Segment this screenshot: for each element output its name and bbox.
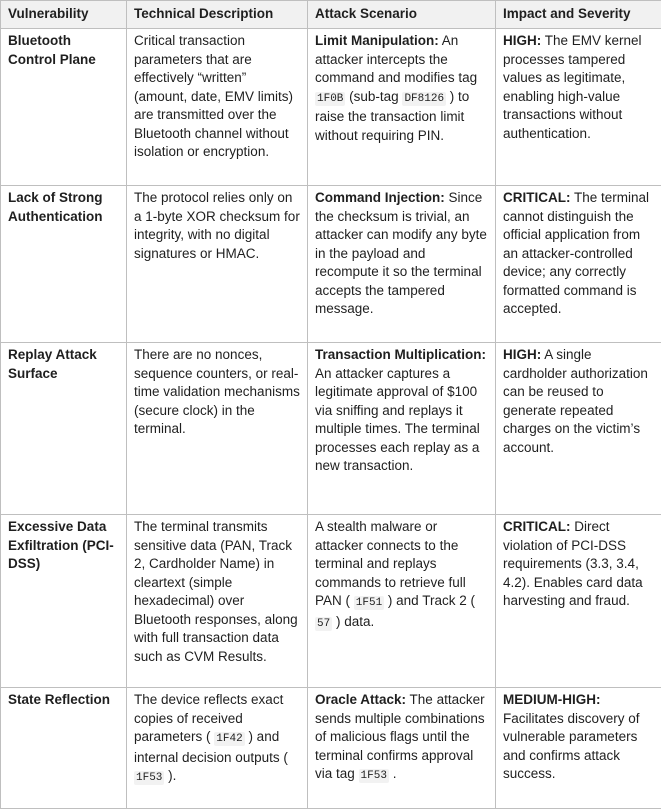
tag-code: 57 <box>317 617 331 630</box>
severity-level: MEDIUM-HIGH: <box>503 692 601 707</box>
tag-code: DF8126 <box>404 92 445 105</box>
impact-cell <box>496 186 661 343</box>
technical-cell: Critical transaction parameters that are effectively “written” (amount, date, EMV limits) are transmitted over the Bluetooth channel without isolation or encryption. <box>127 29 308 186</box>
header-technical-description: Technical Description <box>127 1 308 29</box>
attack-cell <box>308 515 496 688</box>
attack-text: ) to raise the transaction limit without requiring PIN. <box>315 88 470 143</box>
severity-level: HIGH: <box>503 33 542 48</box>
tag-code: 1F53 <box>136 772 163 784</box>
technical-text: ) and internal decision outputs ( <box>134 729 288 765</box>
severity-level: CRITICAL: <box>503 190 571 205</box>
vulnerability-cell: Excessive Data Exfiltration (PCI-DSS) <box>1 515 127 688</box>
tag-code: 1F51 <box>355 597 383 609</box>
impact-cell <box>496 515 661 688</box>
impact-text: The terminal cannot distinguish the official application from an attacker-controlled device; any correctly formatted command is accepted. <box>503 190 650 316</box>
vulnerability-cell: State Reflection <box>1 688 127 809</box>
impact-cell <box>496 343 661 515</box>
attack-title: Transaction Multiplication: <box>315 347 487 362</box>
attack-text: A stealth malware or attacker connects to the terminal and replays commands to retrieve full PAN ( <box>315 519 466 608</box>
attack-cell <box>308 688 496 809</box>
attack-text: Since the checksum is trivial, an attacker can modify any byte in the payload and recompute it so the terminal accepts the tampered message. <box>315 190 487 316</box>
table-row <box>1 343 661 515</box>
attack-cell <box>308 343 496 515</box>
vulnerability-cell: Lack of Strong Authentication <box>1 186 127 343</box>
table-row <box>1 186 661 343</box>
attack-text: An attacker captures a legitimate approval of $100 via sniffing and replays it multiple times. The terminal processes each replay as a new transaction. <box>315 365 480 473</box>
vulnerability-cell: Replay Attack Surface <box>1 343 127 515</box>
technical-cell: There are no nonces, sequence counters, or real-time validation mechanisms (secure clock) in the terminal. <box>127 343 308 515</box>
attack-title: Command Injection: <box>315 190 445 205</box>
impact-text: The EMV kernel processes tampered values as legitimate, enabling high-value transactions without authentication. <box>503 33 642 141</box>
impact-cell <box>496 29 661 186</box>
severity-level: HIGH: <box>503 347 542 362</box>
attack-text: ) data. <box>332 613 375 629</box>
table-row <box>1 29 661 186</box>
technical-text: The device reflects exact copies of received parameters ( <box>134 692 284 744</box>
tag-code: 1F53 <box>360 770 387 782</box>
technical-cell <box>127 688 308 809</box>
table-row <box>1 688 661 809</box>
attack-cell <box>308 29 496 186</box>
tag-code: 1F0B <box>317 92 344 105</box>
attack-text: An attacker intercepts the command and modifies tag <box>315 33 478 85</box>
severity-level: CRITICAL: <box>503 519 571 534</box>
technical-cell: The protocol relies only on a 1-byte XOR checksum for integrity, with no digital signatures or HMAC. <box>127 186 308 343</box>
header-impact-severity: Impact and Severity <box>496 1 661 29</box>
table-header-row <box>1 1 661 29</box>
attack-cell <box>308 186 496 343</box>
impact-text: A single cardholder authorization can be reused to generate repeated charges on the victim’s account. <box>503 347 648 455</box>
impact-cell <box>496 688 661 809</box>
attack-text: ) and Track 2 ( <box>384 593 475 608</box>
attack-title: Oracle Attack: <box>315 692 407 707</box>
technical-text: ). <box>164 768 177 783</box>
table-row <box>1 515 661 688</box>
header-vulnerability: Vulnerability <box>1 1 127 29</box>
attack-text: . <box>388 766 397 781</box>
impact-text: Facilitates discovery of vulnerable parameters and confirms attack success. <box>503 710 640 781</box>
tag-code: 1F42 <box>216 733 243 745</box>
header-attack-scenario: Attack Scenario <box>308 1 496 29</box>
impact-text: Direct violation of PCI-DSS requirements (3.3, 3.4, 4.2). Enables card data harvesting and fraud. <box>503 519 643 608</box>
technical-cell: The terminal transmits sensitive data (PAN, Track 2, Cardholder Name) in cleartext (simple hexadecimal) over Bluetooth responses, along with full transaction data such as CVM Results. <box>127 515 308 688</box>
attack-title: Limit Manipulation: <box>315 33 439 48</box>
attack-text: The attacker sends multiple combinations of malicious flags until the terminal confirms approval via tag <box>315 692 485 781</box>
attack-text: (sub-tag <box>345 88 403 104</box>
vulnerability-cell: Bluetooth Control Plane <box>1 29 127 186</box>
